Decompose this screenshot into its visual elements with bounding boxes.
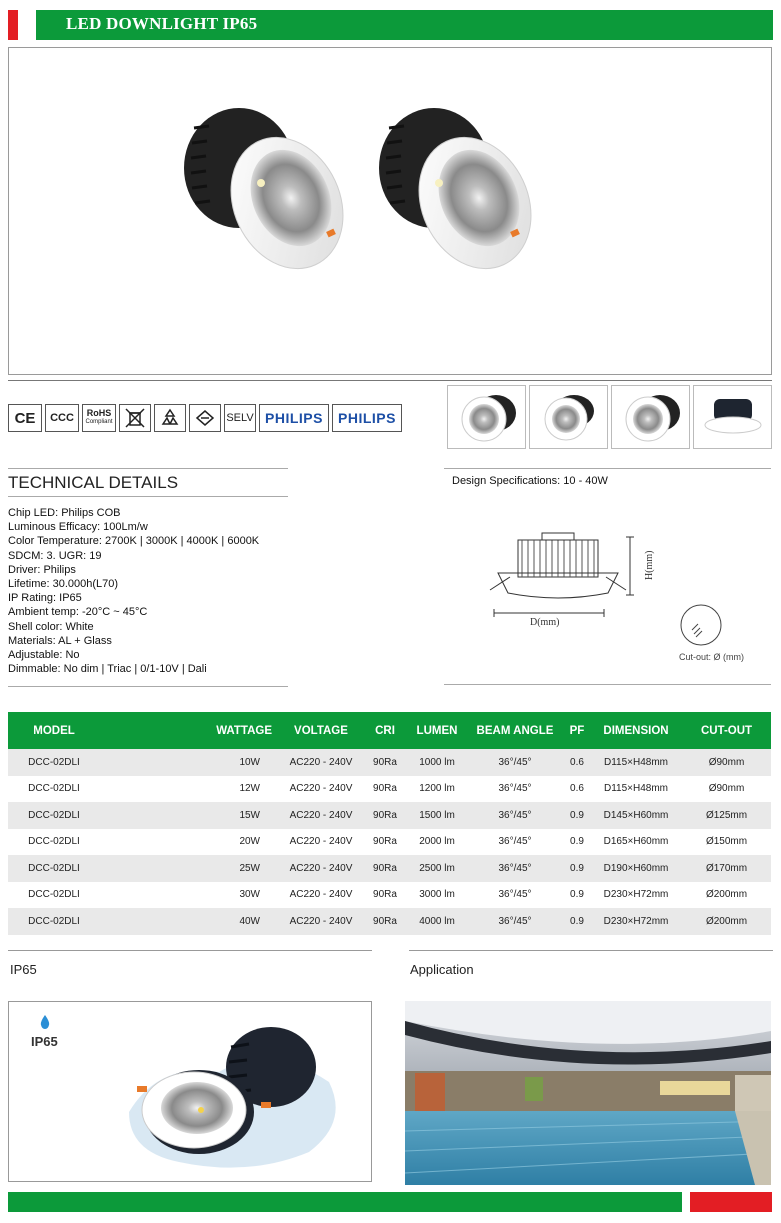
certification-row — [8, 404, 402, 432]
cell-beam-angle: 36°/45° — [466, 802, 564, 829]
divider — [8, 380, 772, 381]
col-wattage: WATTAGE — [100, 712, 280, 749]
cell-pf: 0.9 — [564, 829, 590, 856]
col-voltage: VOLTAGE — [280, 712, 362, 749]
cell-pf: 0.9 — [564, 802, 590, 829]
cell-voltage: AC220 - 240V — [280, 882, 362, 909]
col-model: MODEL — [8, 712, 100, 749]
table-row — [8, 776, 771, 803]
thumbnail-2[interactable] — [529, 385, 608, 449]
cell-wattage: 40W — [100, 908, 280, 935]
cell-wattage: 20W — [100, 829, 280, 856]
cell-voltage: AC220 - 240V — [280, 908, 362, 935]
cell-cri: 90Ra — [362, 749, 408, 776]
cell-cutout: Ø125mm — [682, 802, 771, 829]
tech-item: IP Rating: IP65 — [8, 592, 82, 605]
cell-pf: 0.9 — [564, 908, 590, 935]
cell-beam-angle: 36°/45° — [466, 908, 564, 935]
ip65-image — [8, 1001, 372, 1182]
cell-wattage: 12W — [100, 776, 280, 803]
hero-product-image — [8, 47, 772, 375]
col-beam-angle: BEAM ANGLE — [466, 712, 564, 749]
cell-cri: 90Ra — [362, 882, 408, 909]
table-row — [8, 882, 771, 909]
downlight-image-2 — [379, 108, 552, 287]
design-spec-title: Design Specifications: 10 - 40W — [452, 475, 608, 487]
cell-voltage: AC220 - 240V — [280, 829, 362, 856]
col-dimension: DIMENSION — [590, 712, 682, 749]
table-row — [8, 908, 771, 935]
cell-lumen: 1000 lm — [408, 749, 466, 776]
cell-cutout: Ø90mm — [682, 776, 771, 803]
cell-model: DCC-02DLI — [8, 908, 100, 935]
header-gap — [18, 10, 36, 40]
cell-wattage: 25W — [100, 855, 280, 882]
cell-pf: 0.9 — [564, 882, 590, 909]
cell-lumen: 1500 lm — [408, 802, 466, 829]
cell-model: DCC-02DLI — [8, 882, 100, 909]
cell-beam-angle: 36°/45° — [466, 829, 564, 856]
dimension-diagram — [470, 515, 670, 635]
cell-lumen: 4000 lm — [408, 908, 466, 935]
tech-item: Materials: AL + Glass — [8, 634, 112, 647]
technical-details-list — [8, 506, 259, 676]
tech-item: Luminous Efficacy: 100Lm/w — [8, 521, 148, 534]
tech-item: Ambient temp: -20°C ~ 45°C — [8, 606, 148, 619]
divider — [8, 496, 288, 497]
table-row — [8, 802, 771, 829]
cell-voltage: AC220 - 240V — [280, 776, 362, 803]
tech-item: Lifetime: 30.000h(L70) — [8, 578, 119, 591]
cell-lumen: 1200 lm — [408, 776, 466, 803]
thumbnail-3[interactable] — [611, 385, 690, 449]
cell-beam-angle: 36°/45° — [466, 882, 564, 909]
cell-model: DCC-02DLI — [8, 829, 100, 856]
energy-mark-icon — [189, 404, 221, 432]
thumbnail-4[interactable] — [693, 385, 772, 449]
cell-beam-angle: 36°/45° — [466, 776, 564, 803]
footer-red-bar — [690, 1192, 772, 1212]
cell-cutout: Ø200mm — [682, 882, 771, 909]
cell-lumen: 3000 lm — [408, 882, 466, 909]
h-label: H(mm) — [644, 550, 655, 580]
cell-wattage: 10W — [100, 749, 280, 776]
table-row — [8, 855, 771, 882]
cell-dimension: D190×H60mm — [590, 855, 682, 882]
cell-cutout: Ø90mm — [682, 749, 771, 776]
cell-wattage: 30W — [100, 882, 280, 909]
table-row — [8, 829, 771, 856]
cell-voltage: AC220 - 240V — [280, 749, 362, 776]
table-header-row — [8, 712, 771, 749]
cell-cri: 90Ra — [362, 829, 408, 856]
col-lumen: LUMEN — [408, 712, 466, 749]
cell-cri: 90Ra — [362, 908, 408, 935]
tech-item: SDCM: 3. UGR: 19 — [8, 549, 102, 562]
divider — [444, 468, 771, 469]
divider — [444, 684, 771, 685]
cell-cri: 90Ra — [362, 802, 408, 829]
cell-beam-angle: 36°/45° — [466, 855, 564, 882]
cell-dimension: D165×H60mm — [590, 829, 682, 856]
ip65-section-title: IP65 — [10, 962, 37, 977]
technical-details-title: TECHNICAL DETAILS — [8, 473, 179, 492]
divider — [409, 950, 773, 951]
table-row — [8, 749, 771, 776]
thumbnail-gallery — [447, 385, 772, 449]
cell-dimension: D230×H72mm — [590, 882, 682, 909]
tech-item: Driver: Philips — [8, 563, 76, 576]
philips-logo-1: PHILIPS — [259, 404, 329, 432]
cell-cutout: Ø170mm — [682, 855, 771, 882]
tech-item: Shell color: White — [8, 620, 94, 633]
specification-table — [8, 712, 771, 935]
rohs-label: RoHS — [86, 408, 112, 418]
tech-item: Color Temperature: 2700K | 3000K | 4000K | 6000K — [8, 535, 260, 548]
cell-dimension: D115×H48mm — [590, 776, 682, 803]
waterproof-downlight-illustration — [9, 1002, 372, 1182]
application-photo-pool — [405, 1001, 771, 1185]
ip65-badge: IP65 — [31, 1034, 58, 1049]
cell-voltage: AC220 - 240V — [280, 855, 362, 882]
cell-lumen: 2500 lm — [408, 855, 466, 882]
downlight-image-1 — [184, 108, 364, 287]
weee-bin-icon — [119, 404, 151, 432]
ce-mark-icon: CE — [8, 404, 42, 432]
cell-dimension: D230×H72mm — [590, 908, 682, 935]
cell-dimension: D145×H60mm — [590, 802, 682, 829]
col-cri: CRI — [362, 712, 408, 749]
page-title: LED DOWNLIGHT IP65 — [66, 14, 258, 33]
footer-green-bar — [8, 1192, 682, 1212]
cell-cutout: Ø150mm — [682, 829, 771, 856]
tech-item: Adjustable: No — [8, 649, 80, 662]
cell-model: DCC-02DLI — [8, 749, 100, 776]
header-red-accent — [8, 10, 18, 40]
rohs-mark-icon — [82, 404, 116, 432]
application-section-title: Application — [410, 962, 474, 977]
divider — [8, 950, 372, 951]
divider — [8, 468, 288, 469]
cell-beam-angle: 36°/45° — [466, 749, 564, 776]
footer-gap — [682, 1192, 690, 1212]
cell-voltage: AC220 - 240V — [280, 802, 362, 829]
cell-model: DCC-02DLI — [8, 776, 100, 803]
cell-lumen: 2000 lm — [408, 829, 466, 856]
ccc-mark-icon: CCC — [45, 404, 79, 432]
cell-pf: 0.9 — [564, 855, 590, 882]
d-label: D(mm) — [530, 617, 560, 628]
divider — [8, 686, 288, 687]
cell-dimension: D115×H48mm — [590, 749, 682, 776]
tech-item: Chip LED: Philips COB — [8, 507, 121, 519]
philips-logo-2: PHILIPS — [332, 404, 402, 432]
cell-cutout: Ø200mm — [682, 908, 771, 935]
cell-pf: 0.6 — [564, 776, 590, 803]
cutout-label: Cut-out: Ø (mm) — [679, 652, 745, 662]
tech-item: Dimmable: No dim | Triac | 0/1-10V | Dali — [8, 663, 207, 676]
cutout-circle-icon — [676, 600, 726, 650]
selv-mark-icon: SELV — [224, 404, 256, 432]
recycle-icon — [154, 404, 186, 432]
col-cutout: CUT-OUT — [682, 712, 771, 749]
cell-cri: 90Ra — [362, 776, 408, 803]
cell-model: DCC-02DLI — [8, 855, 100, 882]
thumbnail-1[interactable] — [447, 385, 526, 449]
cell-cri: 90Ra — [362, 855, 408, 882]
cell-pf: 0.6 — [564, 749, 590, 776]
rohs-sub-label: Compliant — [85, 419, 113, 425]
cell-model: DCC-02DLI — [8, 802, 100, 829]
cell-wattage: 15W — [100, 802, 280, 829]
col-pf: PF — [564, 712, 590, 749]
